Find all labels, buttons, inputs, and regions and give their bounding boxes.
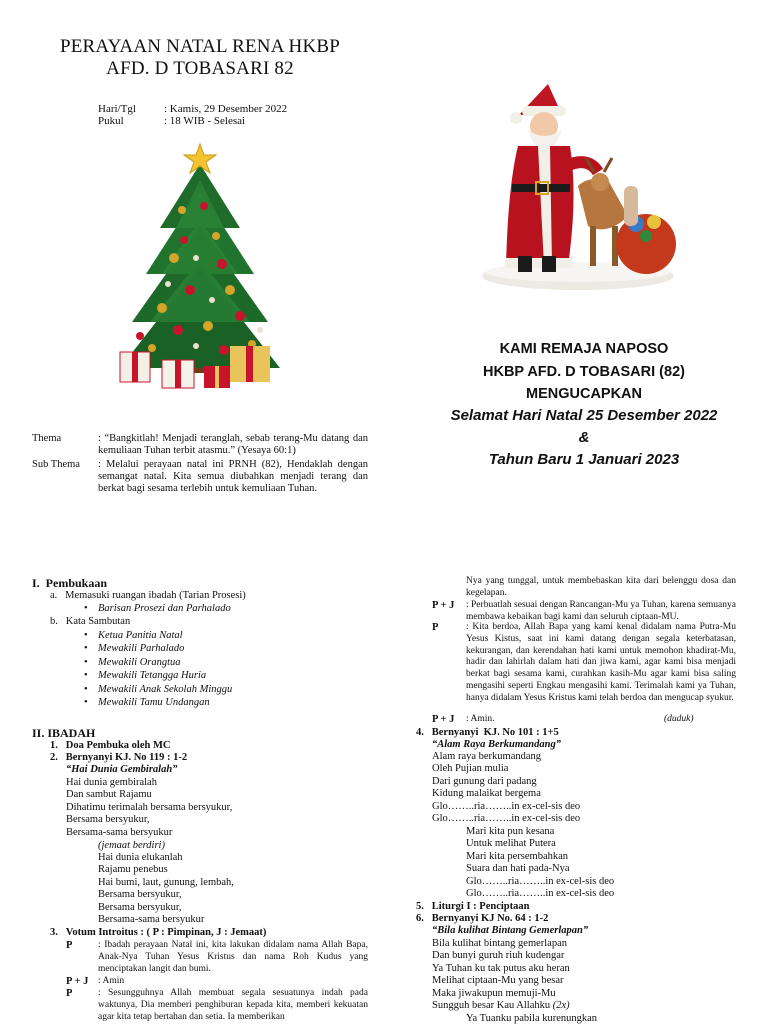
p2-label: P	[66, 988, 73, 999]
item-4: 4. Bernyanyi KJ. No 101 : 1+5	[416, 727, 559, 738]
theme-text: : “Bangkitlah! Menjadi teranglah, sebab terang-Mu datang dan kemuliaan Tuhan terbit atasmu.” (Yesaya 60:1)	[98, 433, 368, 456]
list-b	[82, 629, 232, 709]
list-item: • Mewakili Orangtua	[82, 656, 232, 669]
lyric-line: Ya Tuhan ku tak putus aku heran	[432, 962, 570, 974]
item-2: 2. Bernyanyi KJ. No 119 : 1-2	[50, 752, 188, 763]
item-b: b. Kata Sambutan	[50, 616, 131, 627]
section-ibadah-heading: II. IBADAH	[32, 726, 96, 740]
lyric-line: Hai dunia gembiralah	[66, 777, 157, 788]
greeting-line-3: MENGUCAPKAN	[526, 386, 642, 402]
theme-label: Thema	[32, 433, 62, 444]
lyric-line: Bersama-sama bersyukur	[66, 826, 173, 838]
duduk-note: (duduk)	[664, 714, 694, 724]
lyric-line: Oleh Pujian mulia	[432, 763, 509, 775]
list-item: • Mewakili Anak Sekolah Minggu	[82, 683, 232, 696]
pj1-text: : Amin	[98, 976, 125, 986]
right-pj1-label: P + J	[432, 600, 455, 611]
lyric-line	[432, 1000, 570, 1012]
song1-note: (jemaat berdiri)	[98, 840, 165, 851]
right-pj2-text: : Amin.	[466, 714, 495, 724]
item-a: a. Memasuki ruangan ibadah (Tarian Prosesi)	[50, 590, 246, 601]
lyric-line: Hai bumi, laut, gunung, lembah,	[98, 876, 234, 888]
subtheme-text: : Melalui perayaan natal ini PRNH (82), Hendaklah dengan semangat natal. Kita semua diubahkan menjadi terang dan berkat bagi sesama terlebih untuk kemuliaan Tuhan.	[98, 459, 368, 494]
lyric-line: Mari kita persembahkan	[466, 850, 569, 862]
greeting-line-1: KAMI REMAJA NAPOSO	[499, 341, 669, 357]
section-pembukaan-heading: I. Pembukaan	[32, 576, 108, 590]
right-pj2-label: P + J	[432, 714, 455, 725]
list-a	[82, 603, 231, 615]
repeat-note: (2x)	[552, 1000, 570, 1012]
greeting-line-2: HKBP AFD. D TOBASARI (82)	[483, 364, 685, 380]
song1-verse2	[98, 852, 234, 926]
song3-verse1	[432, 938, 570, 1012]
lyric-line: Glo……..ria……..in ex-cel-sis deo	[466, 875, 615, 887]
lyric-line: Suara dan hati pada-Nya	[466, 863, 570, 875]
santa-claus-image	[478, 76, 680, 292]
lyric-line: Hai dunia elukanlah	[98, 852, 183, 863]
song3-cut-line: Ya Tuanku pabila kurenungkan	[466, 1013, 598, 1024]
greeting-christmas: Selamat Hari Natal 25 Desember 2022	[450, 407, 718, 424]
list-item: • Ketua Panitia Natal	[82, 629, 232, 642]
right-pj1-text: : Perbuatlah sesuai dengan Rancangan-Mu ya Tuhan, karena semuanya membawa kebaikan bagi kami dan seluruh ciptaan-MU.	[466, 600, 736, 622]
right-continuation: Nya yang tunggal, untuk membebaskan kita dari belenggu dosa dan kegelapan.	[466, 576, 736, 598]
date-value: : Kamis, 29 Desember 2022	[164, 103, 288, 115]
subtheme-label: Sub Thema	[32, 459, 80, 470]
lyric-line: Glo……..ria……..in ex-cel-sis deo	[432, 813, 581, 825]
lyric-line: Kidung malaikat bergema	[432, 788, 541, 800]
lyric-line: Bersama bersyukur,	[98, 889, 182, 901]
lyric-line: Dan sambut Rajamu	[66, 789, 152, 801]
item-1: 1. Doa Pembuka oleh MC	[50, 740, 171, 751]
pj1-label: P + J	[66, 976, 89, 987]
christmas-tree-image	[112, 140, 288, 395]
list-item: • Barisan Prosezi dan Parhalado	[82, 603, 231, 615]
lyric-line: Rajamu penebus	[98, 864, 168, 876]
song2-verse2	[466, 826, 614, 900]
lyric-line: Dari gunung dari padang	[432, 775, 537, 787]
lyric-line: Dihatimu terimalah bersama bersyukur,	[66, 801, 233, 813]
lyric-line: Bila kulihat bintang gemerlapan	[432, 938, 568, 949]
lyric-line: Bersama bersyukur,	[98, 901, 182, 913]
p1-label: P	[66, 940, 73, 951]
time-value: : 18 WIB - Selesai	[164, 115, 246, 127]
date-label: Hari/Tgl	[98, 103, 136, 115]
lyric-line: Melihat ciptaan-Mu yang besar	[432, 975, 564, 987]
p2-text: : Sesungguhnya Allah membuat segala sesuatunya indah pada waktunya, Dia memberi penghiburan kepada kita, memberi kekuatan agar kita tetap bertahan dan setia. Ia memberikan	[98, 988, 368, 1022]
lyric-line: Glo……..ria……..in ex-cel-sis deo	[466, 888, 615, 900]
list-item: • Mewakili Tamu Undangan	[82, 696, 232, 709]
page-title: PERAYAAN NATAL RENA HKBP	[59, 36, 341, 57]
lyric-line: Bersama bersyukur,	[66, 814, 150, 826]
lyric-text: Sungguh besar Kau Allahku	[432, 1000, 551, 1012]
list-item: • Mewakili Tetangga Huria	[82, 669, 232, 682]
time-label: Pukul	[98, 115, 124, 127]
greeting-new-year: Tahun Baru 1 Januari 2023	[488, 451, 680, 468]
song2-verse1	[432, 751, 580, 825]
right-p1-text: : Kita berdoa, Allah Bapa yang kami kenal didalam nama Putra-Mu Yesus Kistus, saat ini kami datang dengan segala keterbatasan, kekurangan, dan kerendahan hati kami untuk memohon khadirat-Mu, hadir dan lahirlah dalam hati dan jiwa kami, agar kami bisa menjadi berkat bagi sesama kami, curahkan kasih-Mu agar kami bisa saling mengasihi seperti Engkau mengasihi kami. Terimalah kami ya Tuhan, hanya didalam Yesus Kristus kami telah berdoa dan mengucap syukur.	[466, 622, 736, 703]
p1-text: : Ibadah perayaan Natal ini, kita lakukan didalam nama Allah Bapa, Anak-Nya Tuhan Yesus Kristus dan nama Roh Kudus yang menciptakan langit dan bumi.	[98, 940, 368, 974]
item-3: 3. Votum Introitus : ( P : Pimpinan, J : Jemaat)	[50, 927, 267, 938]
page-subtitle: AFD. D TOBASARI 82	[106, 58, 294, 79]
item-6: 6. Bernyanyi KJ No. 64 : 1-2	[416, 913, 549, 924]
right-p1-label: P	[432, 622, 439, 633]
lyric-line: Alam raya berkumandang	[432, 751, 542, 762]
lyric-line: Glo……..ria……..in ex-cel-sis deo	[432, 800, 581, 812]
item-5: 5. Liturgi I : Penciptaan	[416, 901, 530, 912]
lyric-line: Mari kita pun kesana	[466, 826, 555, 837]
song1-title: “Hai Dunia Gembiralah”	[66, 764, 178, 775]
greeting-ampersand: &	[578, 429, 590, 446]
lyric-line: Bersama-sama bersyukur	[98, 914, 205, 926]
lyric-line: Dan bunyi guruh riuh kudengar	[432, 950, 565, 962]
song3-title: “Bila kulihat Bintang Gemerlapan”	[432, 925, 589, 936]
song1-verse1	[66, 777, 232, 839]
song2-title: “Alam Raya Berkumandang”	[432, 739, 561, 750]
list-item: • Mewakili Parhalado	[82, 642, 232, 655]
lyric-line: Untuk melihat Putera	[466, 838, 556, 850]
lyric-line: Maka jiwakupun memuji-Mu	[432, 987, 556, 999]
